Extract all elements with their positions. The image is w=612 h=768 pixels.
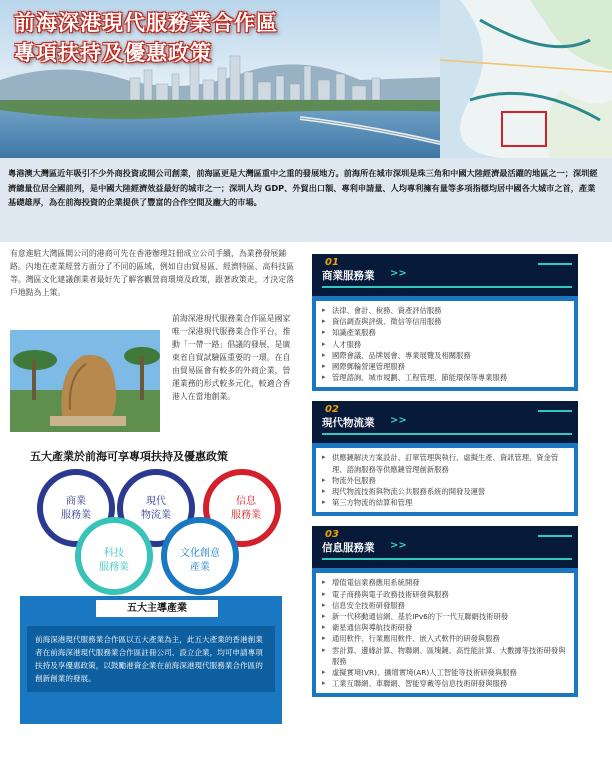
list-item: ▸ 法律、會計、稅務、資產評估服務 [332,305,568,316]
circle-info-line2: 服務業 [231,510,261,521]
list-item: ▸ 管理諮詢、城市規劃、工程管理、節能環保等專業服務 [332,372,568,383]
list-item: ▸ 通用軟件、行業應用軟件、嵌入式軟件的研發與服務 [332,633,568,644]
list-item: ▸ 虛擬實境(VR)、擴增實境(AR)人工智能等技術研發與服務 [332,667,568,678]
right-paragraph: 前海深港現代服務業合作區是國家唯一深港現代服務業合作平台，推動「一帶一路」倡議的發展，是廣東省自貿試驗區重要的一環。在自由貿易區會有較多的外商企業，營運業務的形式較多元化，較適合香港人在當地創業。 [172,314,291,401]
monument-illustration [10,330,160,432]
circle-tech-line1: 科技 [104,548,124,559]
list-item: ▸ 工業互聯網、車聯網、智能穿戴等信息技術研發與服務 [332,678,568,689]
circle-info-line1: 信息 [236,496,256,507]
header-underline [322,558,572,560]
section-body [312,296,578,391]
section-number: 02 [325,404,339,416]
chevrons-icon: >> [390,415,407,427]
section-list [316,573,574,693]
list-item: ▸ 國際郵輪營運管理服務 [332,361,568,372]
list-item: ▸ 信息安全技術研發服務 [332,600,568,611]
main-industries-text: 前海深港現代服務業合作區以五大產業為主，此五大產業的香港創業者在前海深港現代服務業合作區註冊公司、設立企業，均可申請專項扶持及享優惠政策，以鼓勵港資企業在前海深港現代服務業合作區的創新創業的發展。 [35,635,263,683]
section-body [312,443,578,516]
section-header [312,254,578,296]
list-item: ▸ 電子商務與電子政務技術研發與服務 [332,589,568,600]
list-item: ▸ 衛星通信與導航技術研發 [332,622,568,633]
section-list [316,448,574,512]
header-underline [322,433,572,435]
chevrons-icon: >> [390,540,407,552]
circle-culture-line1: 文化創意 [180,548,220,559]
header-accent-line [538,535,572,537]
list-item: ▸ 物流外包服務 [332,475,568,486]
list-item: ▸ 供應鏈解決方案設計、訂單管理與執行、虛擬生產、資訊管理、資金管理、諮詢服務等供應鏈管理創新服務 [332,452,568,474]
circle-tech-line2: 服務業 [99,562,129,573]
section-number: 01 [325,257,339,268]
intro-text: 粵港澳大灣區近年吸引不少外商投資或開公司創業，前海區更是大灣區重中之重的發展地方。前海所在城市深圳是珠三角和中國大陸經濟最活躍的地區之一；深圳經濟總量位居全國前列，是中國大陸經濟效益最好的城市之一；深圳人均 GDP、外貿出口額、專利申請量、人均專利擁有量等多項指標均居中國各大城市之首，產業基礎雄厚，為在前海投資的企業提供了豐富的合作空間及龐大的市場。 [8,168,598,207]
section-list [316,301,574,387]
header-accent-line [538,263,572,265]
hero-title-line2: 專項扶持及優惠政策 [14,41,212,65]
list-item: ▸ 資信調查與評級、徵信等信用服務 [332,316,568,327]
list-item: ▸ 增值電信業務應用系統開發 [332,577,568,588]
section-title: 現代物流業 [322,417,375,430]
list-item: ▸ 第三方物流的結算和管理 [332,497,568,508]
circle-culture-line2: 產業 [190,562,210,573]
section-title: 商業服務業 [322,270,375,282]
map-illustration [440,0,612,158]
industry-circles [30,468,286,596]
industry-sections [312,254,578,697]
section-header [312,526,578,568]
main-industries-inner [27,626,275,692]
hero-title [14,8,278,68]
hero-banner [0,0,612,158]
list-item: ▸ 知識產業服務 [332,327,568,338]
header-accent-line [538,410,572,412]
list-item: ▸ 現代物流技術與物流公共服務系統的開發及運營 [332,486,568,497]
left-paragraph: 有意進駐大灣區開公司的港商可先在香港辦理註冊成立公司手續，為業務發展鋪路。內地在產業經營方面分了不同的區域，例如自由貿易區、經濟特區、高科技區等。灣區文化建議創業者最好先了解客觀營商環境及政策，跟著政策走，才決定落戶地點為上策。 [10,249,295,297]
main-industries-body [20,622,282,724]
list-item: ▸ 人才服務 [332,339,568,350]
chevrons-icon: >> [390,268,407,279]
map-graphic [440,0,612,158]
header-underline [322,286,572,288]
main-industries-title: 五大主導產業 [96,600,218,617]
circle-commercial-line1: 商業 [66,496,86,507]
section-title: 信息服務業 [322,542,375,555]
circle-commercial-line2: 服務業 [61,510,91,521]
section-body [312,568,578,697]
section-logistics [312,401,578,516]
list-item: ▸ 國際會議、品牌展會、專業展覽及相關服務 [332,350,568,361]
section-info [312,526,578,697]
monument-photo [10,330,160,432]
five-industries-title: 五大產業於前海可享專項扶持及優惠政策 [30,450,228,463]
intro-band [0,158,612,242]
hero-title-line1: 前海深港現代服務業合作區 [14,11,278,35]
main-industries-header [20,596,282,622]
section-commercial [312,254,578,391]
section-number: 03 [325,529,339,541]
circle-logistics-line2: 物流業 [141,510,171,521]
circle-logistics-line1: 現代 [146,496,166,507]
main-industries-box [20,596,282,724]
list-item: ▸ 新一代移動通信網、基於IPv6的下一代互聯網技術研發 [332,611,568,622]
list-item: ▸ 雲計算、邊緣計算、物聯網、區塊鏈、高性能計算、大數據等技術研發與服務 [332,645,568,667]
section-header [312,401,578,443]
